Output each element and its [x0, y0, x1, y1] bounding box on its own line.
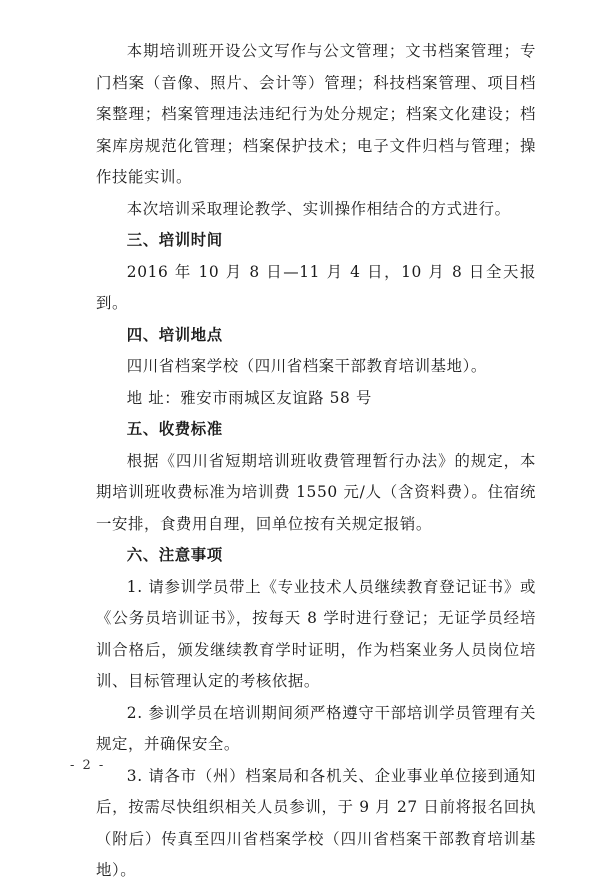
paragraph-fee-details: 根据《四川省短期培训班收费管理暂行办法》的规定，本期培训班收费标准为培训费 1550 元/人（含资料费）。住宿统一安排，食费用自理，回单位按有关规定报销。	[96, 451, 536, 533]
heading-notes: 六、注意事项	[126, 546, 223, 564]
paragraph-school-name: 四川省档案学校（四川省档案干部教育培训基地）。	[126, 357, 487, 375]
paragraph-address: 地 址：雅安市雨城区友谊路 58 号	[126, 388, 372, 407]
page-number: - 2 -	[70, 758, 106, 773]
paragraph-note-2: 2. 参训学员在培训期间须严格遵守干部培训学员管理有关规定，并确保安全。	[96, 703, 536, 753]
document-body	[96, 36, 536, 887]
paragraph-note-1: 1. 请参训学员带上《专业技术人员继续教育登记证书》或《公务员培训证书》，按每天 8 学时进行登记；无证学员经培训合格后，颁发继续教育学时证明，作为档案业务人员岗位培训、目标管理认定的考核依据。	[96, 577, 536, 690]
paragraph-teaching-method: 本次培训采取理论教学、实训操作相结合的方式进行。	[126, 199, 511, 218]
heading-training-time: 三、培训时间	[126, 231, 223, 249]
heading-training-location: 四、培训地点	[126, 325, 223, 344]
paragraph-course-content: 本期培训班开设公文写作与公文管理；文书档案管理；专门档案（音像、照片、会计等）管理；科技档案管理、项目档案整理；档案管理违法违纪行为处分规定；档案文化建设；档案库房规范化管理；档案保护技术；电子文件归档与管理；操作技能实训。	[96, 42, 536, 186]
paragraph-training-dates: 2016 年 10 月 8 日—11 月 4 日，10 月 8 日全天报到。	[96, 262, 536, 312]
paragraph-note-3: 3. 请各市（州）档案局和各机关、企业事业单位接到通知后，按需尽快组织相关人员参训，于 9 月 27 日前将报名回执（附后）传真至四川省档案学校（四川省档案干部教育培训基地）。	[96, 766, 536, 879]
heading-fee-standard: 五、收费标准	[126, 420, 223, 438]
